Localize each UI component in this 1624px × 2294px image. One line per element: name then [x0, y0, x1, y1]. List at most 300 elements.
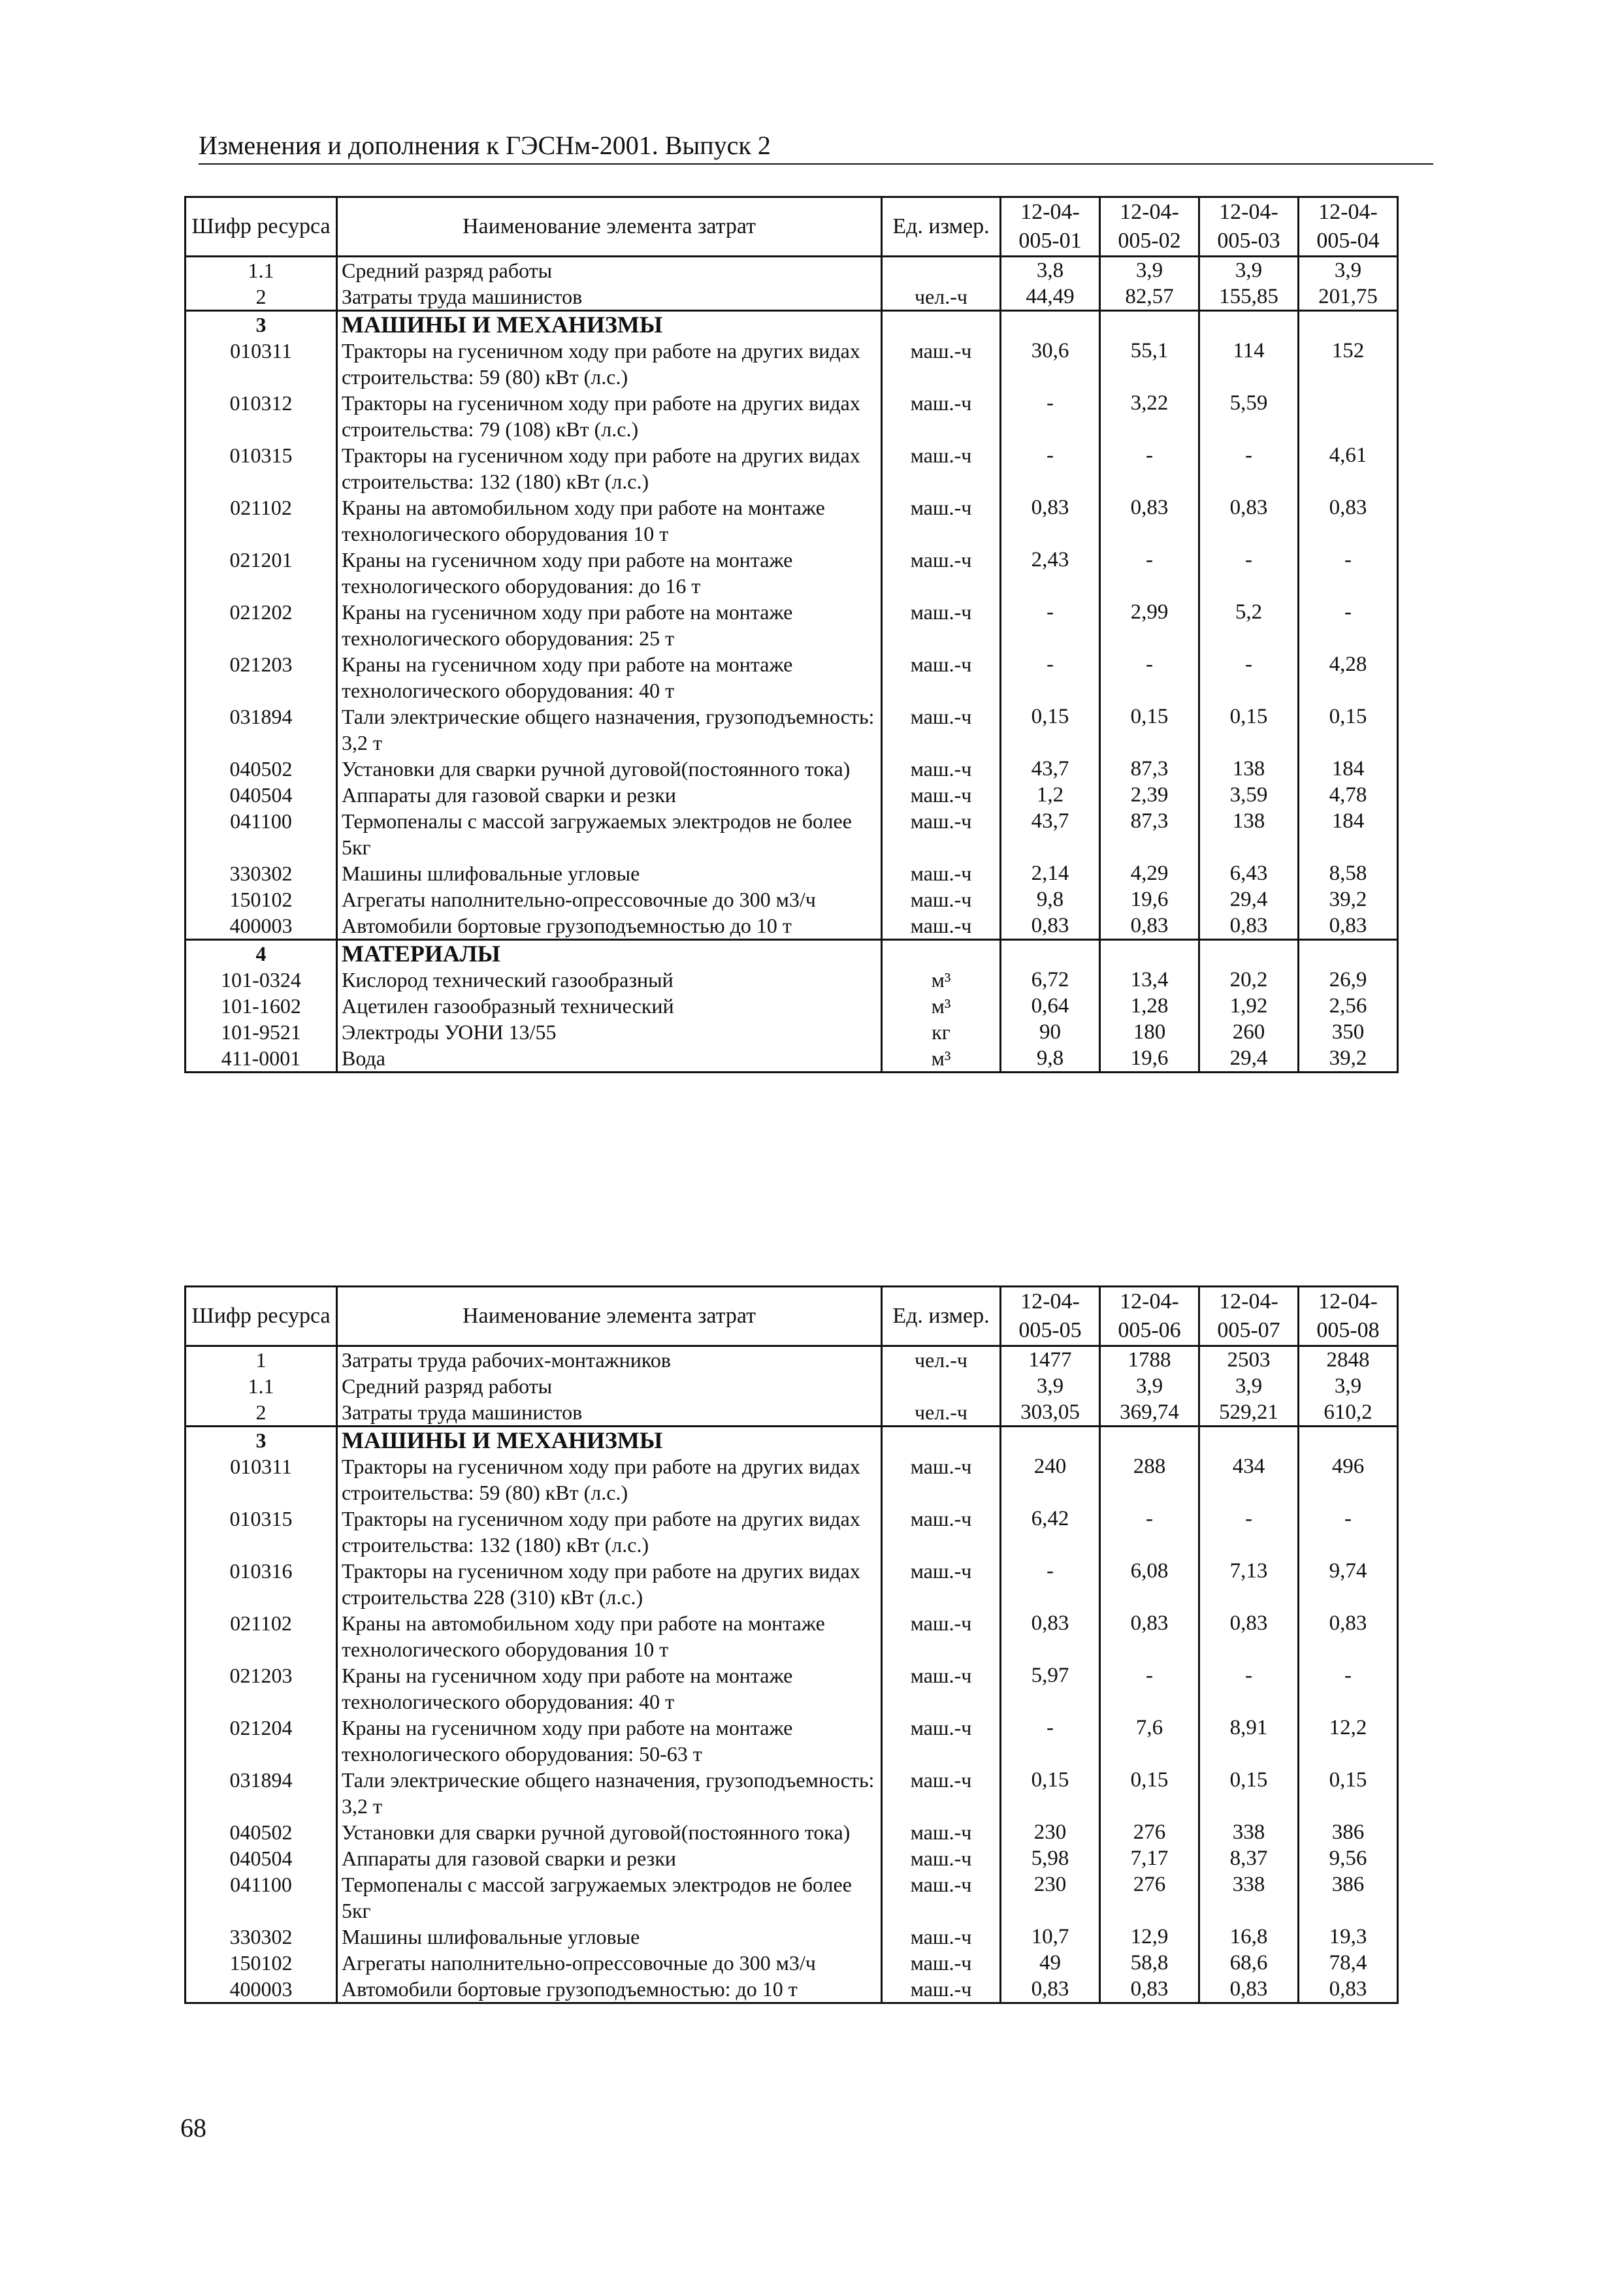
norm-value: 0,64 — [1001, 993, 1100, 1019]
norm-value — [1100, 940, 1199, 967]
resource-name: Средний разряд работы — [337, 1373, 882, 1399]
norm-value: 0,15 — [1199, 703, 1299, 756]
resource-name: Краны на автомобильном ходу при работе на монтаже технологического оборудования 10 т — [337, 1610, 882, 1662]
norm-value: 288 — [1100, 1453, 1199, 1506]
norm-value: 0,83 — [1299, 1610, 1398, 1662]
norm-value: 303,05 — [1001, 1399, 1100, 1427]
column-header: Шифр ресурса — [186, 197, 337, 257]
table-row — [186, 860, 1398, 886]
resource-name: Установки для сварки ручной дуговой(постоянного тока) — [337, 1819, 882, 1845]
norm-value: 3,9 — [1100, 257, 1199, 284]
norm-value: 2,14 — [1001, 860, 1100, 886]
resource-code: 010311 — [186, 1453, 337, 1506]
unit-of-measure: маш.-ч — [882, 860, 1001, 886]
norm-value: 0,83 — [1199, 494, 1299, 547]
table-row — [186, 599, 1398, 651]
table-row — [186, 756, 1398, 782]
norm-value — [1100, 1427, 1199, 1454]
norm-value: 138 — [1199, 808, 1299, 860]
table-row — [186, 651, 1398, 703]
norm-value: 3,9 — [1199, 1373, 1299, 1399]
unit-of-measure: кг — [882, 1019, 1001, 1045]
resource-name: Автомобили бортовые грузоподъемностью: до 10 т — [337, 1976, 882, 2003]
norm-value — [1001, 1427, 1100, 1454]
norm-value: 3,22 — [1100, 390, 1199, 442]
resource-code: 041100 — [186, 808, 337, 860]
norm-value: 0,15 — [1001, 1767, 1100, 1819]
table-row — [186, 390, 1398, 442]
norm-value — [1299, 311, 1398, 338]
norm-value: 0,83 — [1001, 1610, 1100, 1662]
unit-of-measure: чел.-ч — [882, 283, 1001, 311]
resource-code: 010315 — [186, 1506, 337, 1558]
resource-name: Краны на автомобильном ходу при работе на монтаже технологического оборудования 10 т — [337, 494, 882, 547]
resource-code: 040502 — [186, 1819, 337, 1845]
norm-value: 0,83 — [1100, 494, 1199, 547]
norm-value: 5,2 — [1199, 599, 1299, 651]
unit-of-measure: маш.-ч — [882, 1453, 1001, 1506]
table-row — [186, 1976, 1398, 2003]
norm-value: - — [1199, 547, 1299, 599]
resource-name: Краны на гусеничном ходу при работе на монтаже технологического оборудования: 25 т — [337, 599, 882, 651]
norm-value: 1477 — [1001, 1346, 1100, 1374]
norm-value: 6,42 — [1001, 1506, 1100, 1558]
resource-name: Автомобили бортовые грузоподъемностью до 10 т — [337, 913, 882, 940]
resource-code: 010316 — [186, 1558, 337, 1610]
resource-name: МАТЕРИАЛЫ — [337, 940, 882, 967]
norm-value: 87,3 — [1100, 808, 1199, 860]
resource-code: 010312 — [186, 390, 337, 442]
resource-name: Тракторы на гусеничном ходу при работе на других видах строительства: 59 (80) кВт (л.с.) — [337, 1453, 882, 1506]
norm-value: - — [1299, 547, 1398, 599]
norm-value: 0,15 — [1199, 1767, 1299, 1819]
norm-value: 155,85 — [1199, 283, 1299, 311]
resource-code: 041100 — [186, 1871, 337, 1924]
norm-value: 8,58 — [1299, 860, 1398, 886]
norm-value: 0,83 — [1001, 913, 1100, 940]
unit-of-measure — [882, 1373, 1001, 1399]
norm-value: 19,6 — [1100, 1045, 1199, 1073]
norm-value: 2503 — [1199, 1346, 1299, 1374]
norm-value: 3,9 — [1299, 1373, 1398, 1399]
column-header: 12-04-005-05 — [1001, 1287, 1100, 1346]
resource-name: Ацетилен газообразный технический — [337, 993, 882, 1019]
norm-value — [1299, 390, 1398, 442]
norm-value: 43,7 — [1001, 808, 1100, 860]
norm-value: 10,7 — [1001, 1924, 1100, 1950]
unit-of-measure: маш.-ч — [882, 1662, 1001, 1715]
norm-value: - — [1199, 1506, 1299, 1558]
norm-value: - — [1100, 651, 1199, 703]
section-row — [186, 940, 1398, 967]
norm-value: 5,59 — [1199, 390, 1299, 442]
column-header: 12-04-005-03 — [1199, 197, 1299, 257]
resource-name: МАШИНЫ И МЕХАНИЗМЫ — [337, 1427, 882, 1454]
norm-value: 0,83 — [1100, 913, 1199, 940]
table-row — [186, 1045, 1398, 1073]
unit-of-measure: маш.-ч — [882, 703, 1001, 756]
resource-code: 021204 — [186, 1715, 337, 1767]
table-row — [186, 808, 1398, 860]
unit-of-measure: маш.-ч — [882, 1819, 1001, 1845]
column-header: Шифр ресурса — [186, 1287, 337, 1346]
resource-table-1 — [184, 196, 1399, 1073]
norm-value: 0,83 — [1299, 913, 1398, 940]
norm-value: - — [1001, 1558, 1100, 1610]
page-header: Изменения и дополнения к ГЭСНм-2001. Выпуск 2 — [199, 128, 1433, 165]
norm-value: 9,8 — [1001, 1045, 1100, 1073]
column-header: 12-04-005-02 — [1100, 197, 1199, 257]
table-row — [186, 547, 1398, 599]
resource-code: 150102 — [186, 886, 337, 913]
norm-value: 4,29 — [1100, 860, 1199, 886]
unit-of-measure: маш.-ч — [882, 782, 1001, 808]
resource-code: 101-0324 — [186, 967, 337, 993]
unit-of-measure: маш.-ч — [882, 756, 1001, 782]
norm-value: 0,15 — [1001, 703, 1100, 756]
resource-code: 010311 — [186, 338, 337, 390]
norm-value — [1100, 311, 1199, 338]
norm-value: 13,4 — [1100, 967, 1199, 993]
resource-code: 021203 — [186, 651, 337, 703]
table-row — [186, 782, 1398, 808]
resource-name: Тракторы на гусеничном ходу при работе на других видах строительства: 79 (108) кВт (л.с.) — [337, 390, 882, 442]
resource-name: Краны на гусеничном ходу при работе на монтаже технологического оборудования: до 16 т — [337, 547, 882, 599]
resource-name: Агрегаты наполнительно-опрессовочные до 300 м3/ч — [337, 1950, 882, 1976]
norm-value: 9,8 — [1001, 886, 1100, 913]
norm-value: 6,72 — [1001, 967, 1100, 993]
norm-value: 5,97 — [1001, 1662, 1100, 1715]
norm-value: 201,75 — [1299, 283, 1398, 311]
unit-of-measure: маш.-ч — [882, 913, 1001, 940]
norm-value: - — [1001, 651, 1100, 703]
unit-of-measure: маш.-ч — [882, 599, 1001, 651]
norm-value: 58,8 — [1100, 1950, 1199, 1976]
norm-value: 26,9 — [1299, 967, 1398, 993]
norm-value: 7,13 — [1199, 1558, 1299, 1610]
norm-value: 3,8 — [1001, 257, 1100, 284]
norm-value — [1001, 311, 1100, 338]
norm-value: 39,2 — [1299, 886, 1398, 913]
resource-name: Затраты труда рабочих-монтажников — [337, 1346, 882, 1374]
column-header: Наименование элемента затрат — [337, 197, 882, 257]
norm-value: 2848 — [1299, 1346, 1398, 1374]
resource-code: 411-0001 — [186, 1045, 337, 1073]
unit-of-measure: маш.-ч — [882, 1976, 1001, 2003]
header-row — [186, 197, 1398, 257]
resource-code: 031894 — [186, 703, 337, 756]
norm-value: - — [1299, 1662, 1398, 1715]
resource-table-2 — [184, 1285, 1399, 2004]
column-header: 12-04-005-01 — [1001, 197, 1100, 257]
resource-name: Термопеналы с массой загружаемых электродов не более 5кг — [337, 808, 882, 860]
unit-of-measure: маш.-ч — [882, 1845, 1001, 1871]
norm-value: 0,15 — [1100, 703, 1199, 756]
norm-value: 2,56 — [1299, 993, 1398, 1019]
resource-code: 1.1 — [186, 1373, 337, 1399]
resource-name: Тракторы на гусеничном ходу при работе на других видах строительства: 132 (180) кВт (л.с.) — [337, 1506, 882, 1558]
norm-value: 0,83 — [1001, 1976, 1100, 2003]
norm-value: - — [1001, 390, 1100, 442]
resource-name: Термопеналы с массой загружаемых электродов не более 5кг — [337, 1871, 882, 1924]
norm-value: 0,83 — [1199, 1610, 1299, 1662]
unit-of-measure: маш.-ч — [882, 338, 1001, 390]
resource-name: Машины шлифовальные угловые — [337, 1924, 882, 1950]
norm-value: 3,9 — [1100, 1373, 1199, 1399]
unit-of-measure: м³ — [882, 967, 1001, 993]
unit-of-measure: маш.-ч — [882, 886, 1001, 913]
norm-value: 138 — [1199, 756, 1299, 782]
resource-code: 1.1 — [186, 257, 337, 284]
norm-value: 496 — [1299, 1453, 1398, 1506]
norm-value: 3,9 — [1001, 1373, 1100, 1399]
unit-of-measure: маш.-ч — [882, 1871, 1001, 1924]
table-row — [186, 967, 1398, 993]
norm-value: 2,39 — [1100, 782, 1199, 808]
unit-of-measure: м³ — [882, 993, 1001, 1019]
norm-value: 0,15 — [1100, 1767, 1199, 1819]
norm-value: 0,83 — [1199, 913, 1299, 940]
norm-value: 1,2 — [1001, 782, 1100, 808]
norm-value: 68,6 — [1199, 1950, 1299, 1976]
norm-value — [1199, 311, 1299, 338]
norm-value: 30,6 — [1001, 338, 1100, 390]
resource-code: 330302 — [186, 860, 337, 886]
norm-value: 90 — [1001, 1019, 1100, 1045]
column-header: Ед. измер. — [882, 1287, 1001, 1346]
resource-name: Тали электрические общего назначения, грузоподъемность: 3,2 т — [337, 1767, 882, 1819]
resource-name: Установки для сварки ручной дуговой(постоянного тока) — [337, 756, 882, 782]
resource-code: 021203 — [186, 1662, 337, 1715]
norm-value: 19,6 — [1100, 886, 1199, 913]
resource-code: 400003 — [186, 1976, 337, 2003]
norm-value: 2,43 — [1001, 547, 1100, 599]
norm-value: 338 — [1199, 1819, 1299, 1845]
table-row — [186, 1373, 1398, 1399]
section-row — [186, 1427, 1398, 1454]
norm-value: - — [1100, 442, 1199, 494]
resource-code: 330302 — [186, 1924, 337, 1950]
norm-value: 4,78 — [1299, 782, 1398, 808]
resource-code: 2 — [186, 283, 337, 311]
resource-name: Агрегаты наполнительно-опрессовочные до 300 м3/ч — [337, 886, 882, 913]
norm-value: 2,99 — [1100, 599, 1199, 651]
norm-value: 87,3 — [1100, 756, 1199, 782]
norm-value: - — [1199, 442, 1299, 494]
norm-value: 82,57 — [1100, 283, 1199, 311]
norm-value: - — [1001, 599, 1100, 651]
column-header: Ед. измер. — [882, 197, 1001, 257]
resource-code: 101-9521 — [186, 1019, 337, 1045]
norm-value: 8,37 — [1199, 1845, 1299, 1871]
norm-value: 0,83 — [1001, 494, 1100, 547]
norm-value: 0,83 — [1100, 1976, 1199, 2003]
norm-value: 12,2 — [1299, 1715, 1398, 1767]
norm-value: 4,28 — [1299, 651, 1398, 703]
unit-of-measure: маш.-ч — [882, 1610, 1001, 1662]
norm-value: 49 — [1001, 1950, 1100, 1976]
norm-value: 3,59 — [1199, 782, 1299, 808]
table-row — [186, 1871, 1398, 1924]
resource-name: Кислород технический газообразный — [337, 967, 882, 993]
resource-name: Электроды УОНИ 13/55 — [337, 1019, 882, 1045]
table-row — [186, 1610, 1398, 1662]
norm-value: - — [1199, 1662, 1299, 1715]
table-row — [186, 913, 1398, 940]
unit-of-measure: маш.-ч — [882, 1767, 1001, 1819]
norm-value: 6,08 — [1100, 1558, 1199, 1610]
unit-of-measure — [882, 940, 1001, 967]
resource-code: 040504 — [186, 1845, 337, 1871]
resource-code: 150102 — [186, 1950, 337, 1976]
table-row — [186, 1845, 1398, 1871]
norm-value: 29,4 — [1199, 1045, 1299, 1073]
unit-of-measure: маш.-ч — [882, 390, 1001, 442]
norm-value: - — [1199, 651, 1299, 703]
norm-value: 3,9 — [1299, 257, 1398, 284]
resource-name: Тракторы на гусеничном ходу при работе на других видах строительства 228 (310) кВт (л.с.) — [337, 1558, 882, 1610]
unit-of-measure: маш.-ч — [882, 547, 1001, 599]
norm-value — [1001, 940, 1100, 967]
norm-value: 16,8 — [1199, 1924, 1299, 1950]
unit-of-measure: маш.-ч — [882, 1924, 1001, 1950]
norm-value: 6,43 — [1199, 860, 1299, 886]
column-header: 12-04-005-08 — [1299, 1287, 1398, 1346]
header-row — [186, 1287, 1398, 1346]
table-row — [186, 1924, 1398, 1950]
norm-value: - — [1299, 1506, 1398, 1558]
table-row — [186, 886, 1398, 913]
table-row — [186, 283, 1398, 311]
norm-value: 0,83 — [1299, 1976, 1398, 2003]
unit-of-measure — [882, 257, 1001, 284]
norm-value: 610,2 — [1299, 1399, 1398, 1427]
norm-value: 152 — [1299, 338, 1398, 390]
resource-name: Тракторы на гусеничном ходу при работе на других видах строительства: 132 (180) кВт (л.с.) — [337, 442, 882, 494]
resource-code: 021102 — [186, 494, 337, 547]
table-row — [186, 1453, 1398, 1506]
unit-of-measure: маш.-ч — [882, 1558, 1001, 1610]
table-row — [186, 442, 1398, 494]
table-row — [186, 1399, 1398, 1427]
column-header: 12-04-005-07 — [1199, 1287, 1299, 1346]
unit-of-measure: маш.-ч — [882, 1950, 1001, 1976]
resource-code: 101-1602 — [186, 993, 337, 1019]
table-row — [186, 703, 1398, 756]
norm-value: 180 — [1100, 1019, 1199, 1045]
norm-value: 78,4 — [1299, 1950, 1398, 1976]
norm-value: 386 — [1299, 1871, 1398, 1924]
resource-name: Краны на гусеничном ходу при работе на монтаже технологического оборудования: 50-63 т — [337, 1715, 882, 1767]
norm-value: 386 — [1299, 1819, 1398, 1845]
unit-of-measure: м³ — [882, 1045, 1001, 1073]
norm-value: 369,74 — [1100, 1399, 1199, 1427]
norm-value: 338 — [1199, 1871, 1299, 1924]
table-row — [186, 1558, 1398, 1610]
resource-name: МАШИНЫ И МЕХАНИЗМЫ — [337, 311, 882, 338]
norm-value: 20,2 — [1199, 967, 1299, 993]
column-header: Наименование элемента затрат — [337, 1287, 882, 1346]
norm-value — [1299, 1427, 1398, 1454]
table-row — [186, 1819, 1398, 1845]
column-header: 12-04-005-06 — [1100, 1287, 1199, 1346]
table-row — [186, 1019, 1398, 1045]
column-header: 12-04-005-04 — [1299, 197, 1398, 257]
unit-of-measure: маш.-ч — [882, 442, 1001, 494]
resource-name: Вода — [337, 1045, 882, 1073]
norm-value — [1299, 940, 1398, 967]
norm-value: 240 — [1001, 1453, 1100, 1506]
resource-name: Затраты труда машинистов — [337, 283, 882, 311]
unit-of-measure: маш.-ч — [882, 1506, 1001, 1558]
unit-of-measure: маш.-ч — [882, 808, 1001, 860]
norm-value: - — [1001, 1715, 1100, 1767]
resource-code: 1 — [186, 1346, 337, 1374]
resource-name: Средний разряд работы — [337, 257, 882, 284]
norm-value: 4,61 — [1299, 442, 1398, 494]
unit-of-measure: чел.-ч — [882, 1346, 1001, 1374]
norm-value: 9,74 — [1299, 1558, 1398, 1610]
norm-value: 276 — [1100, 1871, 1199, 1924]
norm-value: 230 — [1001, 1819, 1100, 1845]
unit-of-measure: маш.-ч — [882, 1715, 1001, 1767]
norm-value: - — [1100, 1506, 1199, 1558]
norm-value: 1788 — [1100, 1346, 1199, 1374]
table-row — [186, 257, 1398, 284]
resource-code: 2 — [186, 1399, 337, 1427]
norm-value: 8,91 — [1199, 1715, 1299, 1767]
resource-code: 400003 — [186, 913, 337, 940]
table-row — [186, 1715, 1398, 1767]
norm-value: 0,83 — [1299, 494, 1398, 547]
norm-value: 350 — [1299, 1019, 1398, 1045]
norm-value: 184 — [1299, 756, 1398, 782]
resource-name: Аппараты для газовой сварки и резки — [337, 782, 882, 808]
norm-value: 9,56 — [1299, 1845, 1398, 1871]
norm-value: - — [1100, 547, 1199, 599]
resource-code: 010315 — [186, 442, 337, 494]
resource-code: 021102 — [186, 1610, 337, 1662]
resource-name: Краны на гусеничном ходу при работе на монтаже технологического оборудования: 40 т — [337, 1662, 882, 1715]
resource-code: 031894 — [186, 1767, 337, 1819]
resource-code: 040502 — [186, 756, 337, 782]
norm-value: 0,15 — [1299, 703, 1398, 756]
norm-value: 0,15 — [1299, 1767, 1398, 1819]
resource-code: 021202 — [186, 599, 337, 651]
norm-value: 3,9 — [1199, 257, 1299, 284]
norm-value: 230 — [1001, 1871, 1100, 1924]
norm-value: 114 — [1199, 338, 1299, 390]
norm-value: 0,83 — [1199, 1976, 1299, 2003]
resource-code: 3 — [186, 311, 337, 338]
unit-of-measure: чел.-ч — [882, 1399, 1001, 1427]
resource-name: Аппараты для газовой сварки и резки — [337, 1845, 882, 1871]
unit-of-measure — [882, 311, 1001, 338]
norm-value: 7,17 — [1100, 1845, 1199, 1871]
norm-value: 529,21 — [1199, 1399, 1299, 1427]
norm-value: 434 — [1199, 1453, 1299, 1506]
resource-code: 4 — [186, 940, 337, 967]
unit-of-measure — [882, 1427, 1001, 1454]
unit-of-measure: маш.-ч — [882, 651, 1001, 703]
norm-value: 5,98 — [1001, 1845, 1100, 1871]
norm-value: 39,2 — [1299, 1045, 1398, 1073]
resource-name: Тракторы на гусеничном ходу при работе на других видах строительства: 59 (80) кВт (л.с.) — [337, 338, 882, 390]
norm-value: 1,92 — [1199, 993, 1299, 1019]
norm-value — [1199, 1427, 1299, 1454]
norm-value: 29,4 — [1199, 886, 1299, 913]
norm-value: 276 — [1100, 1819, 1199, 1845]
